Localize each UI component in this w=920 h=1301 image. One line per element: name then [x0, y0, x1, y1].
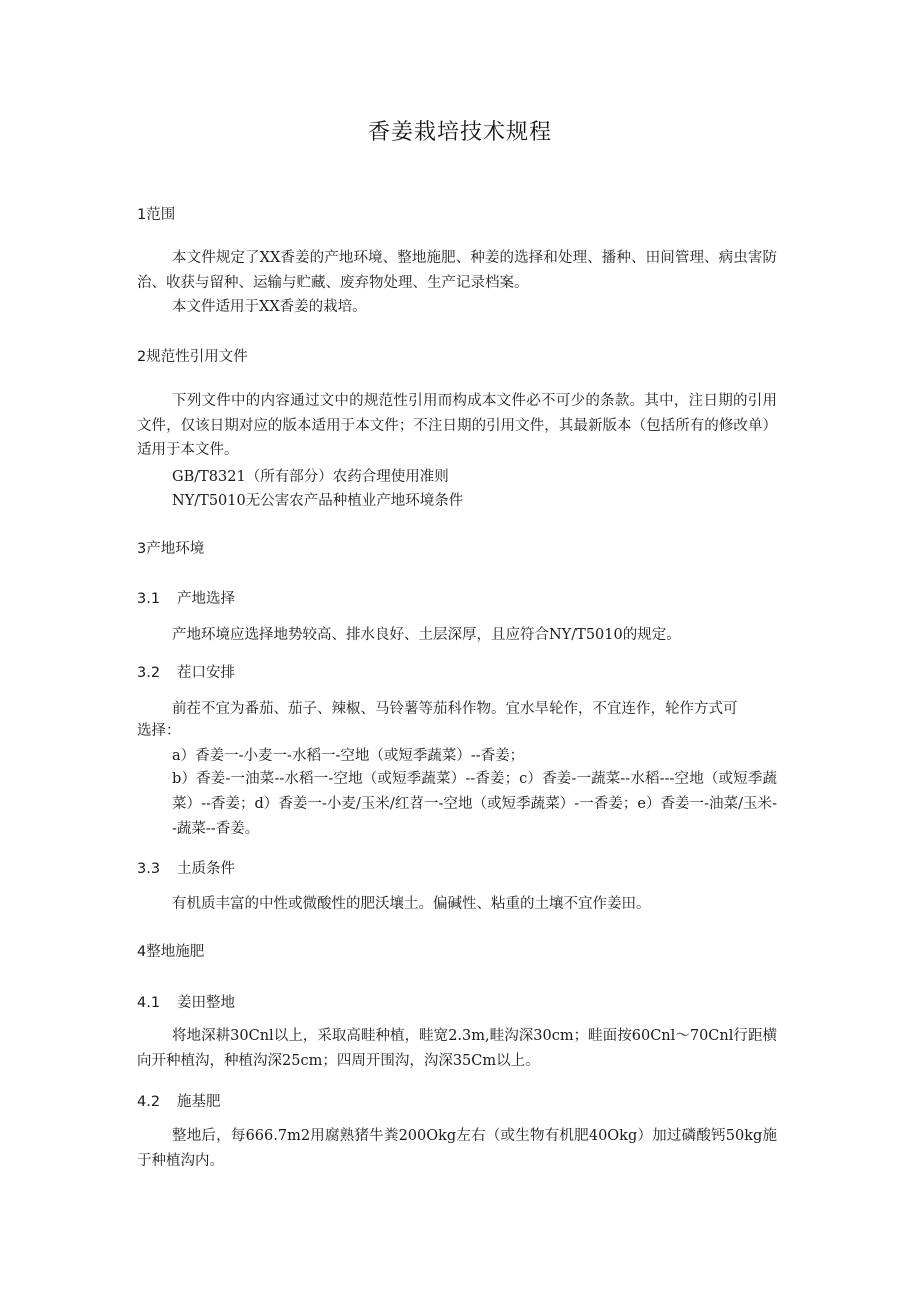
section-number: 3.2	[137, 665, 161, 681]
rotation-options-b-to-e: b）香姜-一油菜--水稻一-空地（或短季蔬菜）--香姜；c）香姜-一蔬菜--水稻---空地（或短季蔬菜）--香姜；d）香姜一-小麦/玉米/红苕一-空地（或短季蔬菜）-一香姜；e）香姜一-油菜/玉米--蔬菜--香姜。	[172, 771, 777, 837]
section-3-2-heading	[137, 661, 235, 682]
section-3-1-heading	[137, 587, 235, 608]
section-2-paragraph-1: 下列文件中的内容通过文中的规范性引用而构成本文件必不可少的条款。其中，注日期的引用文件，仅该日期对应的版本适用于本文件；不注日期的引用文件，其最新版本（包括所有的修改单）适用于本文件。	[137, 393, 777, 458]
reference-ny-t5010: NY/T5010无公害农产品种植业产地环境条件	[172, 493, 464, 509]
section-3-heading: 3产地环境	[137, 541, 205, 557]
document-title: 香姜栽培技术规程	[367, 120, 552, 145]
section-1-heading: 1范围	[137, 207, 176, 223]
section-title: 茬口安排	[177, 665, 235, 681]
section-4-1-heading	[137, 991, 235, 1012]
section-title: 土质条件	[177, 861, 235, 877]
section-3-2-text-line-2: 选择：	[137, 723, 181, 739]
section-1-paragraph-2: 本文件适用于XX香姜的栽培。	[172, 299, 367, 315]
section-number: 4.1	[137, 995, 161, 1011]
section-3-3-heading	[137, 857, 235, 878]
section-4-2-text: 整地后，每666.7m2用腐熟猪牛粪200Okg左右（或生物有机肥40Okg）加过磷酸钙50kg施于种植沟内。	[137, 1128, 777, 1169]
section-title: 施基肥	[177, 1094, 221, 1110]
section-1-paragraph-1: 本文件规定了XX香姜的产地环境、整地施肥、种姜的选择和处理、播种、田间管理、病虫害防治、收获与留种、运输与贮藏、废弃物处理、生产记录档案。	[137, 250, 777, 291]
section-title: 产地选择	[177, 591, 235, 607]
section-number: 3.1	[137, 591, 161, 607]
section-4-2-heading	[137, 1090, 221, 1111]
section-2-heading: 2规范性引用文件	[137, 349, 248, 365]
section-3-3-text: 有机质丰富的中性或微酸性的肥沃壤土。偏碱性、粘重的土壤不宜作姜田。	[172, 896, 651, 912]
section-3-1-text: 产地环境应选择地势较高、排水良好、土层深厚，且应符合NY/T5010的规定。	[172, 627, 681, 643]
section-4-1-text: 将地深耕30Cnl以上，采取高畦种植，畦宽2.3m,畦沟深30cm；畦面按60Cnl～70Cnl行距横向开种植沟，种植沟深25cm；四周开围沟，沟深35Cm以上。	[137, 1028, 777, 1069]
section-number: 3.3	[137, 861, 161, 877]
section-4-heading: 4整地施肥	[137, 944, 205, 960]
reference-gb-t8321: GB/T8321（所有部分）农药合理使用准则	[172, 469, 449, 485]
section-number: 4.2	[137, 1094, 161, 1110]
section-3-2-text-line-1: 前茬不宜为番茄、茄子、辣椒、马铃薯等茄科作物。宜水旱轮作，不宜连作，轮作方式可	[172, 701, 738, 717]
section-title: 姜田整地	[177, 995, 235, 1011]
rotation-option-a: a）香姜一-小麦一-水稻一-空地（或短季蔬菜）--香姜；	[172, 748, 525, 764]
